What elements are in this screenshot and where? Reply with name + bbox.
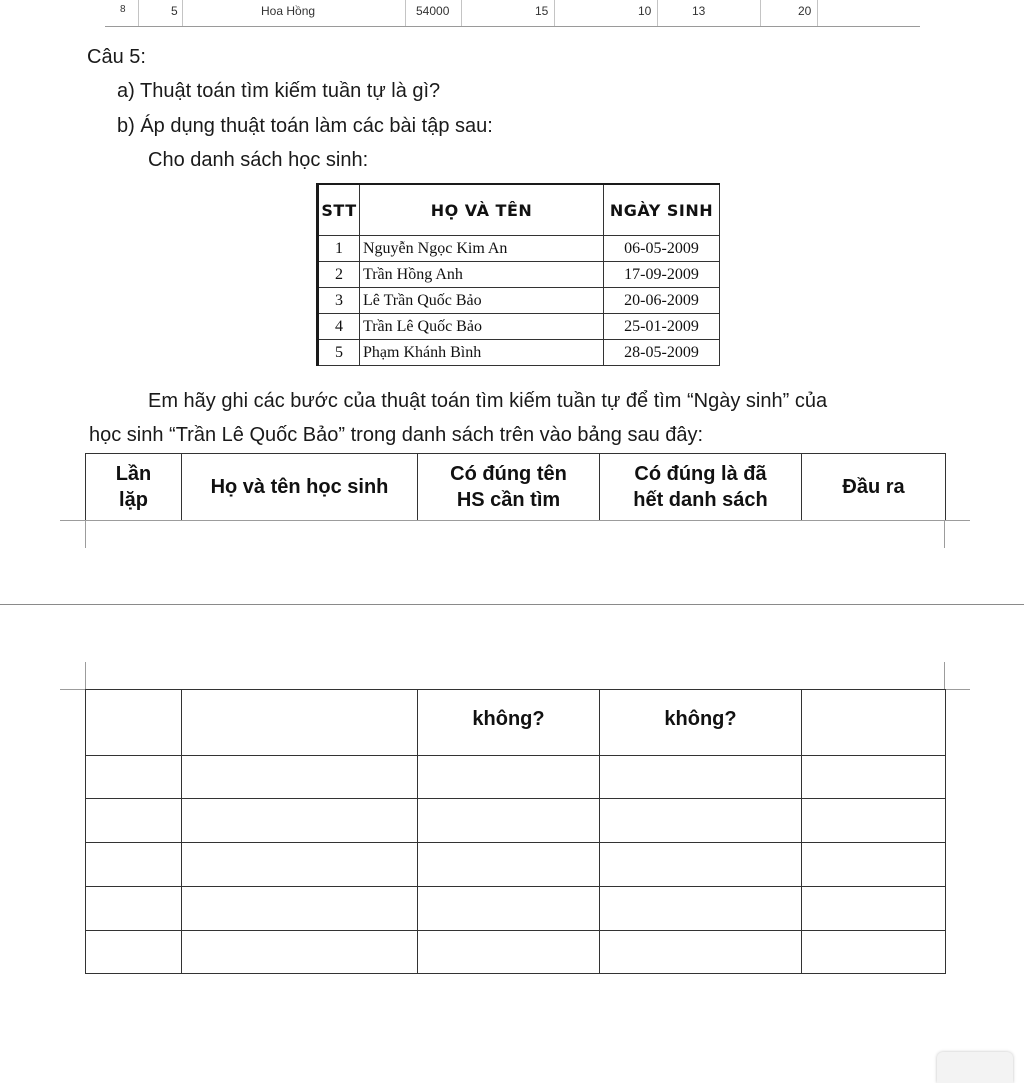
table-row (86, 799, 946, 843)
table-row (318, 340, 720, 366)
sheet-row-number: 8 (120, 4, 126, 15)
answer-table-body (85, 689, 946, 974)
cell-stt: 5 (318, 340, 360, 366)
cell-dob: 06-05-2009 (604, 236, 720, 262)
sheet-cell-c5: 20 (798, 4, 812, 18)
header-end-of-list: Có đúng là đã hết danh sách (600, 454, 802, 521)
question-part-a: a) Thuật toán tìm kiếm tuần tự là gì? (117, 80, 441, 102)
table-row (318, 314, 720, 340)
header-stt: STT (318, 184, 360, 236)
sheet-cell-index: 5 (171, 4, 178, 18)
cell-dob: 20-06-2009 (604, 288, 720, 314)
sheet-cell-c1: 54000 (416, 4, 450, 18)
cell-name: Nguyễn Ngọc Kim An (360, 236, 604, 262)
table-row (86, 931, 946, 974)
task-text-line-2: học sinh “Trần Lê Quốc Bảo” trong danh sách trên vào bảng sau đây: (89, 424, 704, 446)
cell-dob: 25-01-2009 (604, 314, 720, 340)
sheet-cell-c4: 13 (692, 4, 706, 18)
header-name-match-end: không? (418, 690, 600, 756)
cell-stt: 1 (318, 236, 360, 262)
cell-name: Trần Hồng Anh (360, 262, 604, 288)
header-output: Đầu ra (802, 454, 946, 521)
cell-empty (802, 690, 946, 756)
cell-dob: 17-09-2009 (604, 262, 720, 288)
header-full-name: HỌ VÀ TÊN (360, 184, 604, 236)
question-title: Câu 5: (87, 46, 146, 68)
table-row (86, 756, 946, 799)
header-end-of-list-end: không? (600, 690, 802, 756)
corner-button[interactable] (937, 1052, 1013, 1083)
spreadsheet-row-strip (105, 0, 920, 27)
cell-stt: 3 (318, 288, 360, 314)
cell-empty (182, 690, 418, 756)
answer-header-continued (86, 690, 946, 756)
header-student-name: Họ và tên học sinh (182, 454, 418, 521)
sheet-cell-name: Hoa Hồng (261, 4, 316, 18)
header-iteration: Lần lặp (86, 454, 182, 521)
table-row (318, 236, 720, 262)
task-text-line-1: Em hãy ghi các bước của thuật toán tìm kiếm tuần tự để tìm “Ngày sinh” của (148, 390, 828, 412)
answer-table-header (85, 453, 946, 521)
cell-name: Lê Trần Quốc Bảo (360, 288, 604, 314)
cell-stt: 4 (318, 314, 360, 340)
table-row (86, 887, 946, 931)
question-intro: Cho danh sách học sinh: (148, 149, 369, 171)
student-table-header (318, 184, 720, 236)
student-list-table (316, 183, 720, 366)
question-part-b: b) Áp dụng thuật toán làm các bài tập sau: (117, 115, 493, 137)
header-name-match: Có đúng tên HS cần tìm (418, 454, 600, 521)
page-break-line (0, 604, 1024, 605)
cell-name: Trần Lê Quốc Bảo (360, 314, 604, 340)
sheet-cell-c2: 15 (535, 4, 549, 18)
cell-name: Phạm Khánh Bình (360, 340, 604, 366)
table-row (318, 262, 720, 288)
table-row (86, 843, 946, 887)
table-row (318, 288, 720, 314)
cell-stt: 2 (318, 262, 360, 288)
sheet-cell-c3: 10 (638, 4, 652, 18)
cell-empty (86, 690, 182, 756)
header-birth-date: NGÀY SINH (604, 184, 720, 236)
page-margin-line (60, 520, 970, 521)
answer-header-row (86, 454, 946, 521)
cell-dob: 28-05-2009 (604, 340, 720, 366)
